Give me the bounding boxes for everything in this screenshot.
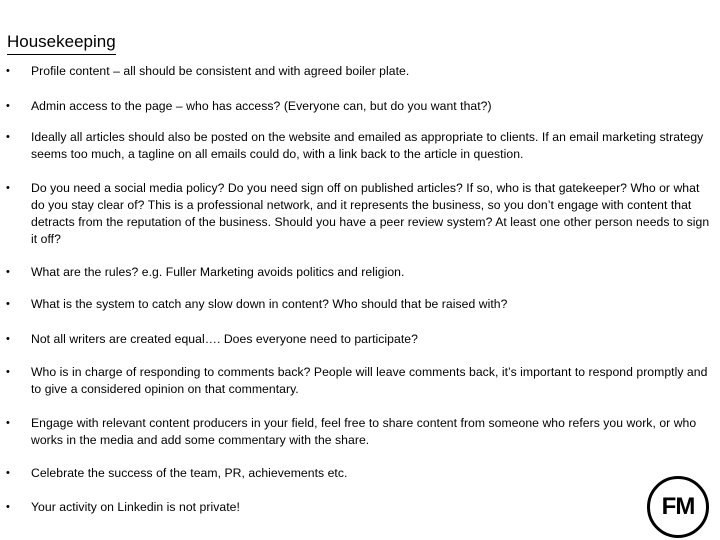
bullet-dot: • <box>6 366 10 378</box>
bullet-text: Do you need a social media policy? Do you need sign off on published articles? If so, who is that gatekeeper? Who or what do you stay clear of? This is a professional network, and it represents the business, so you don’t engage with content that detracts from the reputation of the business. Should you have a peer review system? At least one other person needs to sign it off? <box>31 181 710 246</box>
bullet-dot: • <box>6 131 10 143</box>
bullet-dot: • <box>6 100 10 112</box>
bullet-text: Admin access to the page – who has access? (Everyone can, but do you want that?) <box>31 99 492 113</box>
bullet-text: Ideally all articles should also be posted on the website and emailed as appropriate to clients. If an email marketing strategy seems too much, a tagline on all emails could do, with a link back to the article in question. <box>31 130 704 161</box>
bullet-text: Celebrate the success of the team, PR, achievements etc. <box>31 466 348 480</box>
fm-logo-text: FM <box>661 493 695 520</box>
bullet-text: Engage with relevant content producers in your field, feel free to share content from someone who refers you work, or who works in the media and add some commentary with the share. <box>31 416 697 447</box>
bullet-text: Not all writers are created equal…. Does everyone need to participate? <box>31 332 418 346</box>
bullet-text: What are the rules? e.g. Fuller Marketing avoids politics and religion. <box>31 265 405 279</box>
slide-title: Housekeeping <box>7 31 116 55</box>
fm-logo <box>647 476 709 538</box>
bullet-dot: • <box>6 417 10 429</box>
bullet-dot: • <box>6 501 10 513</box>
bullet-dot: • <box>6 298 10 310</box>
bullet-text: Your activity on Linkedin is not private! <box>31 500 240 514</box>
bullet-dot: • <box>6 333 10 345</box>
bullet-text: Who is in charge of responding to comments back? People will leave comments back, it’s important to respond promptly and to give a considered opinion on that commentary. <box>31 365 708 396</box>
bullet-dot: • <box>6 182 10 194</box>
bullet-text: What is the system to catch any slow down in content? Who should that be raised with? <box>31 297 508 311</box>
bullet-dot: • <box>6 266 10 278</box>
bullet-dot: • <box>6 467 10 479</box>
bullet-text: Profile content – all should be consistent and with agreed boiler plate. <box>31 64 410 78</box>
bullet-dot: • <box>6 65 10 77</box>
